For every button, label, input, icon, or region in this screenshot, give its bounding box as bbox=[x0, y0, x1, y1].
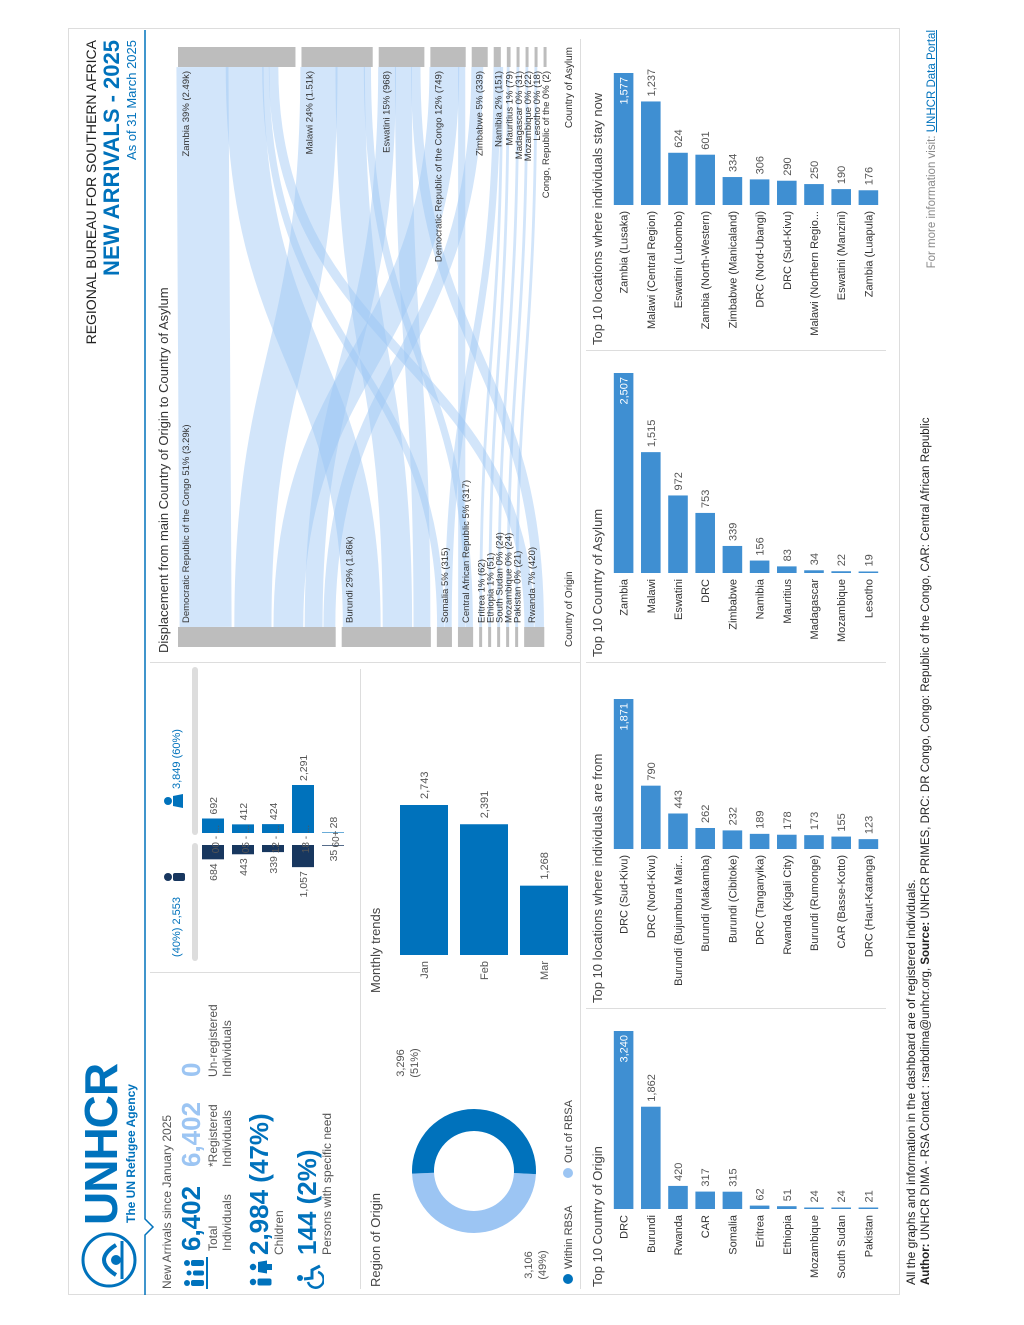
unregistered-label-1: Un-registered bbox=[206, 1004, 220, 1077]
age-group-label: 12 - ... bbox=[271, 824, 282, 854]
female-value: 424 bbox=[268, 802, 280, 821]
data-label: 189 bbox=[754, 810, 767, 829]
origin-label: Rwanda 7% (420) bbox=[527, 546, 539, 623]
asylum-node bbox=[430, 47, 465, 67]
age-group-label: 18 - ... bbox=[301, 824, 312, 854]
data-label: 21 bbox=[863, 1190, 876, 1203]
origin-node bbox=[506, 627, 509, 647]
bar bbox=[831, 1208, 851, 1210]
age-group-label: 05 - ... bbox=[241, 824, 252, 854]
data-label: 317 bbox=[700, 1168, 713, 1187]
data-label: 155 bbox=[836, 813, 849, 832]
asylum-node bbox=[301, 47, 372, 67]
origin-node bbox=[437, 627, 452, 647]
data-label: 315 bbox=[727, 1168, 740, 1187]
separator bbox=[586, 1008, 886, 1009]
category-label: DRC bbox=[700, 579, 713, 603]
bar bbox=[641, 452, 661, 573]
more-info bbox=[926, 30, 938, 315]
bar bbox=[641, 786, 661, 849]
legend-within-swatch bbox=[563, 1274, 573, 1284]
legend-within-label: Within RBSA bbox=[563, 1205, 575, 1269]
separator bbox=[150, 972, 360, 973]
data-label: 334 bbox=[727, 153, 740, 173]
data-label: 420 bbox=[673, 1162, 685, 1181]
chart-title: Region of Origin bbox=[368, 1193, 383, 1287]
category-label: DRC (Nord-Kivu) bbox=[645, 855, 658, 939]
male-total-label: (40%) 2,553 bbox=[171, 897, 183, 957]
bar bbox=[804, 835, 824, 849]
category-label: DRC (Nord-Ubangi) bbox=[754, 211, 767, 308]
children-label: Children bbox=[272, 1210, 286, 1255]
category-label: Rwanda (Kigali City) bbox=[781, 855, 794, 955]
data-label: 1,862 bbox=[645, 1074, 658, 1102]
children-icon bbox=[248, 1259, 274, 1289]
page-title: NEW ARRIVALS - 2025 bbox=[99, 40, 124, 276]
asylum-node bbox=[379, 47, 425, 67]
category-label: Burundi (Makamba) bbox=[700, 855, 713, 952]
asylum-label: Congo, Republic of the 0% (2) bbox=[541, 71, 553, 199]
asylum-node bbox=[535, 47, 538, 67]
category-label: Zambia bbox=[618, 579, 631, 616]
month-value: 2,391 bbox=[479, 790, 491, 819]
category-label: DRC bbox=[618, 1215, 631, 1239]
origin-label: Central African Republic 5% (317) bbox=[460, 479, 472, 623]
asylum-label: Madagascar 0% (31) bbox=[514, 71, 526, 160]
within-value: 3,106 bbox=[523, 1251, 535, 1279]
data-label: 290 bbox=[781, 157, 794, 176]
data-label: 51 bbox=[781, 1188, 794, 1202]
category-label: Eritrea bbox=[754, 1215, 767, 1248]
chart-title: Top 10 locations where individuals are from bbox=[590, 753, 605, 1003]
male-value: 684 bbox=[208, 863, 220, 881]
separator bbox=[580, 39, 581, 1289]
data-label: 176 bbox=[863, 166, 876, 186]
registered-value: 6,402 bbox=[176, 1101, 206, 1167]
bar bbox=[777, 181, 797, 205]
data-label: 24 bbox=[809, 1190, 821, 1203]
region-of-origin-chart bbox=[364, 999, 580, 1289]
category-label: South Sudan bbox=[836, 1215, 849, 1279]
category-label: Mauritius bbox=[781, 579, 794, 624]
separator bbox=[586, 662, 886, 663]
origin-node bbox=[488, 627, 491, 647]
month-value: 1,268 bbox=[539, 852, 551, 880]
data-label: 262 bbox=[700, 804, 713, 823]
category-label: DRC (Sud-Kivu) bbox=[781, 211, 794, 290]
bar bbox=[777, 1206, 797, 1209]
source-text: UNHCR PRIMES, DRC: DR Congo, Congo: Republic of the Congo, CAR: Central African Republic bbox=[920, 417, 932, 919]
female-value: 412 bbox=[238, 802, 250, 821]
data-label: 601 bbox=[700, 131, 713, 150]
out-value: 3,296 bbox=[395, 1049, 407, 1077]
top10-stay-locations-chart bbox=[586, 35, 886, 347]
data-portal-link[interactable]: UNHCR Data Portal bbox=[926, 30, 938, 133]
data-label: 19 bbox=[863, 554, 876, 567]
within-rbsa-slice bbox=[412, 1173, 536, 1233]
asylum-node bbox=[517, 47, 520, 67]
bar bbox=[750, 834, 770, 849]
category-label: Rwanda bbox=[673, 1215, 685, 1256]
bar bbox=[723, 830, 743, 849]
chart-title: Monthly trends bbox=[368, 907, 383, 993]
bar bbox=[750, 561, 770, 573]
origin-label: Mozambique 0% (24) bbox=[503, 532, 515, 623]
data-label: 2,507 bbox=[618, 377, 631, 405]
origin-node bbox=[497, 627, 500, 647]
category-label: Burundi bbox=[645, 1215, 658, 1253]
age-group-label: 00 - ... bbox=[211, 824, 222, 854]
total-individuals-value: 6,402 bbox=[176, 1185, 206, 1251]
category-label: Zimbabwe (Manicaland) bbox=[727, 211, 740, 329]
origin-node bbox=[524, 627, 544, 647]
origin-node bbox=[479, 627, 482, 647]
out-pct: (51%) bbox=[409, 1048, 421, 1078]
female-share-track bbox=[192, 667, 198, 835]
male-value: 443 bbox=[238, 858, 250, 876]
summary-heading: New Arrivals since January 2025 bbox=[160, 1114, 174, 1289]
category-label: Eswatini bbox=[673, 579, 685, 620]
male-share-track bbox=[192, 843, 198, 961]
asylum-label: Lesotho 0% (18) bbox=[532, 71, 544, 141]
bar bbox=[859, 571, 879, 573]
category-label: Zambia (North-Western) bbox=[700, 211, 713, 330]
legend-out-swatch bbox=[563, 1168, 573, 1178]
legend-out-label: Out of RBSA bbox=[563, 1100, 575, 1163]
category-label: Mozambique bbox=[809, 1215, 821, 1278]
specific-needs-label: Persons with specific need bbox=[320, 1112, 334, 1255]
age-sex-chart bbox=[150, 663, 358, 969]
as-of-date: As of 31 March 2025 bbox=[124, 40, 139, 160]
data-label: 24 bbox=[836, 1190, 849, 1203]
age-group-label: 60+ bbox=[331, 830, 342, 848]
female-icon bbox=[164, 797, 172, 805]
category-label: CAR (Basse-Kotto) bbox=[836, 855, 849, 949]
author-text: UNHCR DIMA - RSA Contact : rsarbdima@unhcr.org, bbox=[920, 967, 932, 1241]
total-individuals-label-1: Total bbox=[206, 1225, 220, 1251]
bar bbox=[695, 1192, 715, 1209]
month-bar bbox=[520, 886, 568, 955]
bar bbox=[723, 546, 743, 573]
origin-label: Democratic Republic of the Congo 51% (3.29k) bbox=[181, 424, 192, 623]
bar bbox=[859, 839, 879, 849]
data-label: 339 bbox=[727, 522, 740, 541]
male-icon bbox=[164, 873, 172, 881]
asylum-node bbox=[544, 47, 547, 67]
bar bbox=[695, 828, 715, 849]
origin-label: South Sudan 0% (24) bbox=[494, 532, 506, 623]
data-label: 83 bbox=[781, 549, 794, 562]
within-pct: (49%) bbox=[537, 1250, 549, 1280]
data-label: 1,515 bbox=[645, 419, 658, 448]
registered-label-1: *Registered bbox=[206, 1104, 220, 1167]
separator bbox=[360, 669, 361, 1289]
brand-tagline: The UN Refugee Agency bbox=[124, 1084, 138, 1223]
data-label: 190 bbox=[836, 165, 849, 185]
male-value: 35 bbox=[328, 849, 340, 862]
summary-panel bbox=[156, 989, 356, 1289]
bar bbox=[695, 513, 715, 573]
bar bbox=[668, 1186, 688, 1209]
month-label: Feb bbox=[479, 961, 491, 980]
asylum-node bbox=[494, 47, 501, 67]
chart-title: Top 10 Country of Origin bbox=[590, 1146, 605, 1287]
asylum-node bbox=[526, 47, 529, 67]
source-label: Source: bbox=[920, 921, 932, 965]
bar bbox=[859, 1208, 879, 1210]
month-label: Jan bbox=[419, 961, 431, 979]
specific-needs-value: 144 (2%) bbox=[292, 1149, 322, 1255]
bar bbox=[831, 189, 851, 205]
asylum-label: Eswatini 15% (968) bbox=[381, 71, 393, 153]
footer-note: All the graphs and information in the dashboard are of registered individuals. bbox=[904, 879, 918, 1285]
top10-asylum-chart bbox=[586, 353, 886, 659]
category-label: DRC (Haut-Katanga) bbox=[863, 855, 876, 958]
data-label: 790 bbox=[645, 762, 658, 781]
data-label: 3,240 bbox=[618, 1035, 631, 1063]
category-label: Eswatini (Lubombo) bbox=[673, 211, 685, 309]
origin-node bbox=[342, 627, 431, 647]
category-label: Malawi (Central Region) bbox=[645, 211, 658, 329]
separator bbox=[586, 350, 886, 351]
bar bbox=[668, 813, 688, 849]
female-total-label: 3,849 (60%) bbox=[171, 729, 183, 789]
category-label: Malawi (Northern Regio... bbox=[809, 211, 821, 336]
unregistered-label-2: Individuals bbox=[220, 1020, 234, 1077]
bar bbox=[668, 495, 688, 573]
data-label: 972 bbox=[673, 472, 685, 491]
bar bbox=[750, 179, 770, 205]
family-icon bbox=[182, 1257, 208, 1289]
bar bbox=[831, 571, 851, 573]
category-label: Zambia (Lusaka) bbox=[618, 211, 631, 294]
unhcr-logo bbox=[75, 1019, 140, 1289]
sankey-chart bbox=[154, 37, 578, 657]
category-label: Somalia bbox=[727, 1215, 740, 1255]
category-label: Burundi (Rumonge) bbox=[809, 855, 821, 951]
bar bbox=[668, 153, 688, 205]
month-bar bbox=[460, 824, 508, 955]
data-label: 173 bbox=[809, 811, 821, 831]
asylum-label: Mozambique 0% (22) bbox=[523, 71, 535, 162]
month-value: 2,743 bbox=[419, 771, 431, 799]
category-label: DRC (Sud-Kivu) bbox=[618, 855, 631, 934]
data-label: 306 bbox=[754, 156, 767, 175]
asylum-node bbox=[178, 47, 295, 67]
wheelchair-icon bbox=[296, 1261, 324, 1289]
month-bar bbox=[400, 805, 448, 955]
category-label: Namibia bbox=[754, 579, 767, 620]
data-label: 1,577 bbox=[618, 77, 631, 105]
origin-label: Somalia 5% (315) bbox=[439, 547, 451, 623]
female-value: 2,291 bbox=[298, 754, 310, 781]
footer-credits bbox=[920, 418, 932, 1285]
category-label: Burundi (Cibitoke) bbox=[727, 855, 740, 944]
registered-label-2: Individuals bbox=[220, 1110, 234, 1167]
category-label: Madagascar bbox=[809, 579, 821, 640]
asylum-node bbox=[472, 47, 488, 67]
category-label: Zambia (Luapula) bbox=[863, 211, 876, 298]
male-value: 1,057 bbox=[298, 871, 310, 898]
origin-label: Pakistan 0% (21) bbox=[512, 550, 524, 623]
asylum-node bbox=[507, 47, 511, 67]
chart-title: Displacement from main Country of Origin to Country of Asylum bbox=[156, 287, 171, 653]
category-label: Mozambique bbox=[836, 579, 849, 642]
chart-title: Top 10 locations where individuals stay now bbox=[590, 92, 605, 345]
asylum-label: Zimbabwe 5% (339) bbox=[474, 71, 486, 157]
asylum-label: Democratic Republic of the Congo 12% (749) bbox=[433, 71, 445, 263]
bar bbox=[641, 1107, 661, 1209]
out-of-rbsa-slice bbox=[412, 1109, 536, 1174]
category-label: Burundi (Bujumbura Mair... bbox=[673, 855, 685, 986]
category-label: Pakistan bbox=[863, 1215, 876, 1258]
bar bbox=[777, 566, 797, 573]
bar bbox=[804, 570, 824, 573]
bar bbox=[804, 1208, 824, 1210]
data-label: 34 bbox=[809, 553, 821, 566]
origin-node bbox=[458, 627, 473, 647]
origin-label: Ethiopia 1% (51) bbox=[485, 552, 497, 623]
origin-axis-label: Country of Origin bbox=[564, 571, 575, 647]
author-label: Author: bbox=[920, 1243, 932, 1285]
asylum-label: Namibia 2% (151) bbox=[493, 71, 505, 148]
data-label: 22 bbox=[836, 553, 849, 567]
bar bbox=[723, 177, 743, 205]
asylum-label: Malawi 24% (1.51k) bbox=[304, 71, 316, 155]
top10-origin-locations-chart bbox=[586, 665, 886, 1005]
bar bbox=[859, 190, 879, 205]
data-label: 624 bbox=[673, 129, 685, 148]
female-value: 28 bbox=[328, 816, 340, 829]
category-label: Ethiopia bbox=[781, 1215, 794, 1255]
data-label: 1,871 bbox=[618, 703, 631, 731]
data-label: 156 bbox=[754, 537, 767, 556]
data-label: 232 bbox=[727, 807, 740, 826]
bar bbox=[804, 184, 824, 205]
data-label: 1,237 bbox=[645, 68, 658, 97]
unregistered-value: 0 bbox=[176, 1062, 206, 1077]
chart-title: Top 10 Country of Asylum bbox=[590, 508, 605, 657]
origin-node bbox=[515, 627, 518, 647]
data-label: 443 bbox=[673, 790, 685, 809]
female-icon-body bbox=[173, 794, 183, 808]
category-label: Malawi bbox=[645, 579, 658, 614]
total-individuals-label-2: Individuals bbox=[220, 1194, 234, 1251]
bar bbox=[750, 1206, 770, 1209]
origin-label: Burundi 29% (1.86k) bbox=[344, 536, 356, 623]
top10-origin-chart bbox=[586, 1013, 886, 1289]
bar bbox=[641, 101, 661, 205]
flow bbox=[202, 67, 205, 627]
data-label: 753 bbox=[700, 489, 713, 508]
category-label: Eswatini (Manzini) bbox=[836, 211, 849, 301]
category-label: Lesotho bbox=[863, 579, 876, 619]
more-info-text: For more information visit: bbox=[926, 135, 938, 269]
month-label: Mar bbox=[539, 961, 551, 980]
data-label: 250 bbox=[809, 160, 821, 180]
male-value: 339 bbox=[268, 856, 280, 874]
data-label: 178 bbox=[781, 811, 794, 830]
brand-name: UNHCR bbox=[75, 1063, 127, 1225]
bar bbox=[695, 155, 715, 205]
male-icon-body bbox=[173, 873, 185, 881]
female-value: 692 bbox=[208, 796, 220, 815]
origin-node bbox=[178, 627, 336, 647]
bureau-title: REGIONAL BUREAU FOR SOUTHERN AFRICA bbox=[83, 40, 99, 345]
monthly-trends-chart bbox=[364, 665, 580, 995]
category-label: CAR bbox=[700, 1215, 713, 1239]
bar bbox=[777, 835, 797, 849]
origin-label: Eritrea 1% (62) bbox=[476, 559, 488, 623]
data-label: 123 bbox=[863, 815, 876, 835]
category-label: Zimbabwe bbox=[727, 579, 740, 630]
category-label: DRC (Tanganyika) bbox=[754, 855, 767, 945]
unhcr-emblem-icon bbox=[80, 1231, 138, 1289]
asylum-label: Zambia 39% (2.49k) bbox=[181, 71, 192, 157]
children-value: 2,984 (47%) bbox=[244, 1113, 274, 1255]
bar bbox=[723, 1192, 743, 1209]
asylum-axis-label: Country of Asylum bbox=[564, 47, 575, 129]
data-label: 62 bbox=[754, 1188, 767, 1201]
bar bbox=[831, 837, 851, 849]
asylum-label: Mauritius 1% (79) bbox=[504, 71, 516, 146]
